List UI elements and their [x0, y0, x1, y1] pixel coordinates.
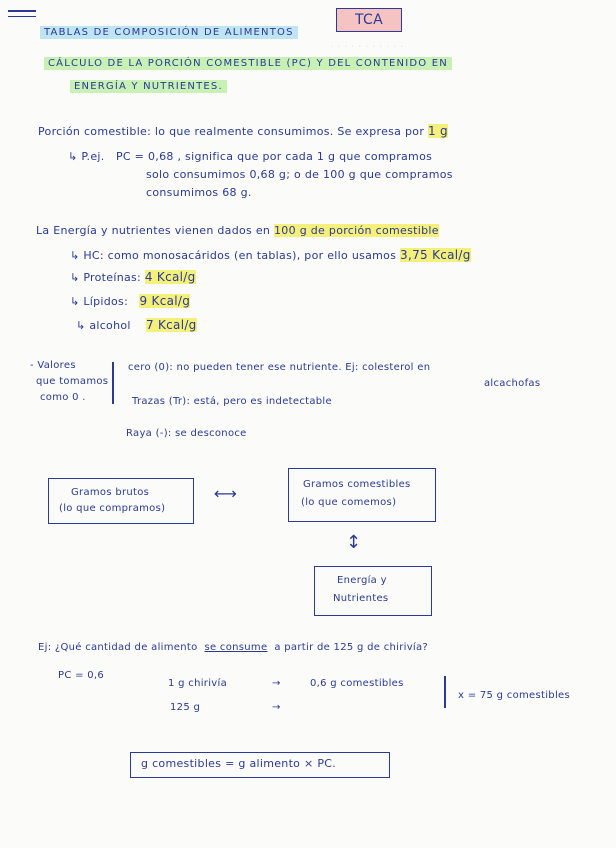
underlined-term: se consume: [204, 642, 268, 653]
formula-box: [130, 752, 390, 778]
result-value: x = 75 g comestibles: [458, 690, 570, 701]
valores-label-3: como 0 .: [40, 392, 86, 403]
example-line-1: ↳ P.ej. PC = 0,68 , significa que por cada 1 g que compramos: [68, 150, 433, 163]
rule-row1-arrow: →: [272, 678, 281, 689]
rule-row1-left: 1 g chirivía: [168, 678, 227, 689]
box-gramos-comestibles: [288, 468, 436, 522]
lipidos-line: ↳ Lípidos: 9 Kcal/g: [70, 294, 191, 308]
bracket: [112, 362, 114, 404]
page-title: TABLAS DE COMPOSICIÓN DE ALIMENTOS: [40, 26, 298, 39]
unit-highlight: 1 g: [427, 124, 448, 138]
cero-line-2: alcachofas: [484, 378, 541, 389]
section-title-line2: ENERGÍA Y NUTRIENTES.: [70, 80, 227, 93]
raya-line: Raya (-): se desconoce: [126, 428, 247, 439]
proteinas-highlight: 4 Kcal/g: [144, 270, 196, 284]
arrow-horizontal: ⟷: [214, 484, 238, 503]
proteinas-line: ↳ Proteínas: 4 Kcal/g: [70, 270, 196, 284]
example-line-2: solo consumimos 0,68 g; o de 100 g que compramos: [146, 168, 453, 181]
rule-row2-left: 125 g: [170, 702, 201, 713]
margin-mark-2: [8, 16, 36, 17]
box3-label-2: Nutrientes: [333, 593, 389, 604]
result-bracket: [444, 676, 446, 708]
box1-label-2: (lo que compramos): [59, 503, 166, 514]
box-gramos-brutos: [48, 478, 194, 524]
bleed-through: · · · · · · · · · · ·: [330, 40, 404, 53]
lipidos-highlight: 9 Kcal/g: [139, 294, 191, 308]
arrow-vertical: ↕: [346, 532, 362, 553]
example-line-3: consumimos 68 g.: [146, 186, 252, 199]
ejemplo-question: Ej: ¿Qué cantidad de alimento se consume a partir de 125 g de chirivía?: [38, 642, 429, 653]
rule-row2-arrow: →: [272, 702, 281, 713]
alcohol-line: ↳ alcohol 7 Kcal/g: [76, 318, 197, 332]
margin-mark: [8, 10, 36, 12]
box1-label-1: Gramos brutos: [71, 487, 150, 498]
valores-label-1: - Valores: [30, 360, 76, 371]
alcohol-highlight: 7 Kcal/g: [145, 318, 197, 332]
section-title-line1: CÁLCULO DE LA PORCIÓN COMESTIBLE (PC) Y DEL CONTENIDO EN: [44, 57, 452, 70]
energia-intro: La Energía y nutrientes vienen dados en 100 g de porción comestible: [36, 224, 439, 237]
formula-text: g comestibles = g alimento × PC.: [141, 757, 337, 770]
hc-highlight: 3,75 Kcal/g: [400, 248, 471, 262]
box3-label-1: Energía y: [337, 575, 387, 586]
pc-value: PC = 0,6: [58, 670, 105, 681]
rule-row1-right: 0,6 g comestibles: [310, 678, 404, 689]
hc-line: ↳ HC: como monosacáridos (en tablas), por ello usamos 3,75 Kcal/g: [70, 248, 471, 262]
intro-highlight: 100 g de porción comestible: [274, 224, 439, 237]
porcion-definition: Porción comestible: lo que realmente consumimos. Se expresa por 1 g: [38, 124, 448, 138]
box2-label-1: Gramos comestibles: [303, 479, 411, 490]
box-energia-nutrientes: [314, 566, 432, 616]
trazas-line: Trazas (Tr): está, pero es indetectable: [132, 396, 332, 407]
tca-tag: TCA: [336, 8, 402, 32]
cero-line: cero (0): no pueden tener ese nutriente. Ej: colesterol en: [128, 362, 431, 373]
box2-label-2: (lo que comemos): [301, 497, 397, 508]
valores-label-2: que tomamos: [36, 376, 109, 387]
